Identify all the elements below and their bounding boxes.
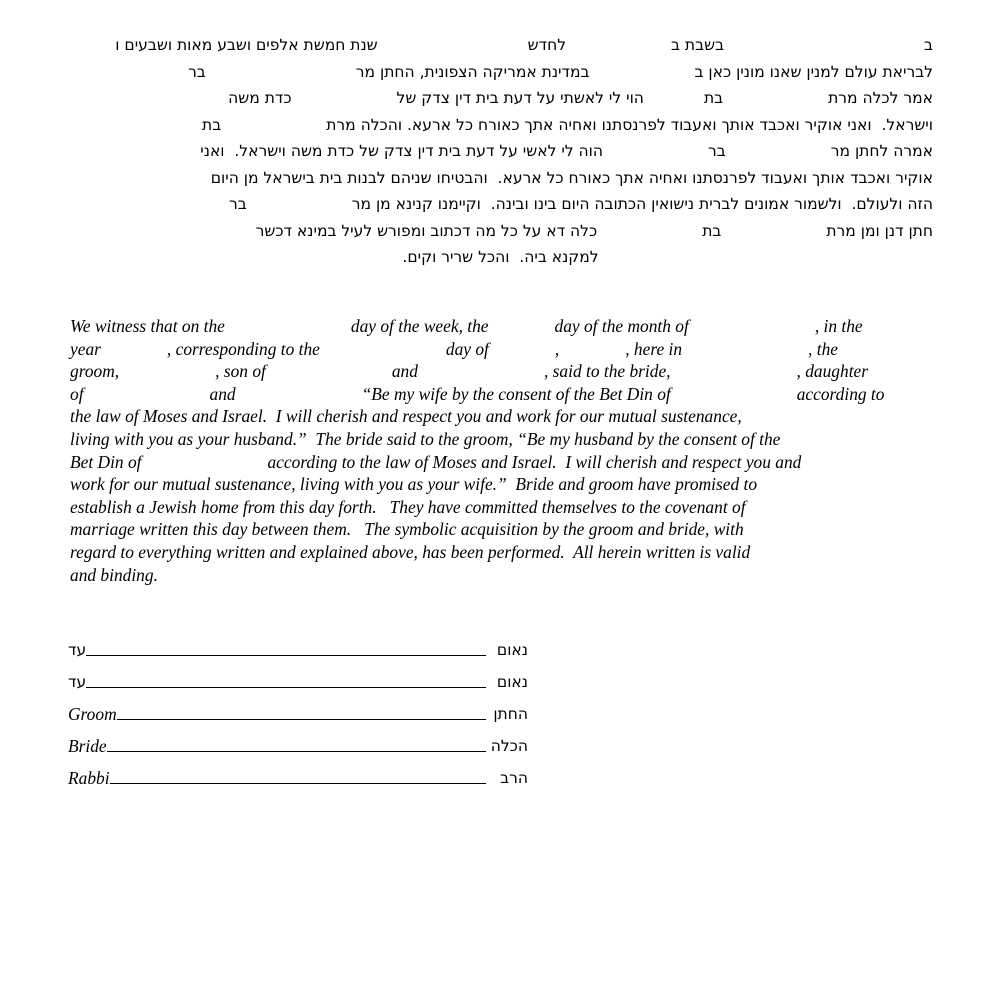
hebrew-line-9-seg-1: למקנא ביה. והכל שריר וקים. <box>402 248 599 266</box>
english-text-block <box>70 315 934 586</box>
english-line-3-part-1: groom, <box>70 361 120 382</box>
hebrew-line-5-seg-1: אמרה לחתן מר <box>830 142 933 160</box>
hebrew-line-1-seg-2: בשבת ב <box>671 36 725 54</box>
witness-1-label-right: נאום <box>496 641 528 659</box>
hebrew-line-7-seg-1: הזה ולעולם. ולשמור אמונים לברית נישואין הכתובה היום בינו ובינה. וקיימנו קנינא מן מר <box>351 195 933 213</box>
english-line-1-part-1: We witness that on the <box>70 316 225 336</box>
english-line-11: regard to everything written and explained above, has been performed. All herein written is valid <box>70 541 751 562</box>
hebrew-line-6-seg-1: אוקיר ואכבד אותך ואעבוד לפרנסתנו ואחיה אתך כאורח כל ארעא. והבטיחו שניהם לבנות בית בישראל מן היום <box>210 168 933 187</box>
hebrew-line-1-seg-1: ב <box>924 36 933 54</box>
hebrew-line-1 <box>68 32 933 59</box>
hebrew-line-3-seg-2: בת <box>703 89 724 107</box>
bride-label: Bride <box>68 736 107 756</box>
english-line-10: marriage written this day between them. The symbolic acquisition by the groom and bride, with <box>70 519 744 540</box>
hebrew-line-4-seg-1: וישראל. ואני אוקיר ואכבד אותך ואעבוד לפרנסתנו ואחיה אתך כאורח כל ארעא. והכלה מרת <box>326 115 933 134</box>
signature-block <box>68 628 528 788</box>
hebrew-line-3 <box>68 85 933 112</box>
hebrew-line-3-seg-1: אמר לכלה מרת <box>828 89 933 107</box>
groom-label-hebrew: החתן <box>493 705 528 723</box>
bride-signature-line[interactable] <box>107 750 486 752</box>
hebrew-text-block <box>68 32 933 271</box>
hebrew-line-2-seg-1: לבריאת עולם למנין שאנו מונין כאן ב <box>694 62 933 81</box>
hebrew-line-8 <box>68 218 933 245</box>
groom-signature-line[interactable] <box>117 718 486 720</box>
english-line-4-part-1: of <box>70 383 84 404</box>
signature-row-groom[interactable] <box>68 692 528 724</box>
signature-row-bride[interactable] <box>68 724 528 756</box>
rabbi-label-hebrew: הרב <box>500 769 528 787</box>
english-line-4 <box>70 383 934 406</box>
signature-row-witness-2[interactable] <box>68 660 528 692</box>
hebrew-line-6 <box>68 165 933 192</box>
english-line-9: establish a Jewish home from this day forth. They have committed themselves to the covenant of <box>70 496 746 517</box>
english-line-4-part-3: “Be my wife by the consent of the Bet Din of <box>361 383 671 404</box>
hebrew-line-2 <box>68 59 933 86</box>
signature-row-rabbi[interactable] <box>68 756 528 788</box>
english-line-3-part-4: , said to the bride, <box>543 361 671 382</box>
hebrew-line-2-seg-2: במדינת אמריקה הצפונית, החתן מר <box>355 62 590 81</box>
english-line-3-part-2: , son of <box>215 361 266 382</box>
english-line-8: work for our mutual sustenance, living with you as your wife.” Bride and groom have promised to <box>70 474 758 495</box>
signature-row-witness-1[interactable] <box>68 628 528 660</box>
hebrew-line-8-seg-2: בת <box>702 221 722 240</box>
english-line-1-part-4: , in the <box>814 316 863 336</box>
hebrew-line-1-seg-4: שנת חמשת אלפים ושבע מאות ושבעים ו <box>115 36 378 54</box>
witness-2-label-hebrew: עד <box>68 673 87 691</box>
witness-1-signature-line[interactable] <box>86 654 486 656</box>
rabbi-label: Rabbi <box>68 768 110 788</box>
bride-label-hebrew: הכלה <box>490 737 528 755</box>
hebrew-line-5 <box>68 138 933 165</box>
english-line-2-part-6: , the <box>808 338 838 359</box>
english-line-4-part-2: and <box>209 383 236 404</box>
english-line-2-part-1: year <box>70 338 101 359</box>
hebrew-line-7 <box>68 191 933 218</box>
english-line-6: living with you as your husband.” The bride said to the groom, “Be my husband by the consent of the <box>70 428 781 449</box>
rabbi-signature-line[interactable] <box>110 782 486 784</box>
groom-label: Groom <box>68 704 117 724</box>
hebrew-line-9 <box>68 244 933 271</box>
english-line-7-part-1: Bet Din of <box>70 451 142 472</box>
hebrew-line-3-seg-3: הוי לי לאשתי על דעת בית דין צדק של <box>396 89 644 107</box>
witness-2-label-right: נאום <box>496 673 528 691</box>
hebrew-line-4 <box>68 112 933 139</box>
english-line-3 <box>70 360 934 383</box>
english-line-5: the law of Moses and Israel. I will cherish and respect you and work for our mutual sustenance, <box>70 406 742 427</box>
english-line-3-part-5: , daughter <box>796 361 869 382</box>
english-line-4-part-4: according to <box>796 383 885 404</box>
hebrew-line-5-seg-3: הוה לי לאשי על דעת בית דין צדק של כדת משה וישראל. ואני <box>200 142 604 160</box>
english-line-2-part-4: , <box>554 338 560 359</box>
hebrew-line-2-seg-3: בר <box>188 62 206 81</box>
hebrew-line-8-seg-3: כלה דא על כל מה דכתוב ומפורש לעיל במינא דכשר <box>255 221 598 240</box>
hebrew-line-7-seg-2: בר <box>229 195 247 213</box>
hebrew-line-3-seg-4: כדת משה <box>228 89 292 107</box>
hebrew-line-4-seg-2: בת <box>202 115 222 134</box>
witness-1-label-hebrew: עד <box>68 641 87 659</box>
witness-2-signature-line[interactable] <box>86 686 486 688</box>
english-line-7-part-2: according to the law of Moses and Israel. I will cherish and respect you and <box>267 451 802 472</box>
english-line-2 <box>70 338 934 361</box>
hebrew-line-1-seg-3: לחדש <box>527 36 567 54</box>
hebrew-line-8-seg-1: חתן דנן ומן מרת <box>826 221 933 240</box>
english-line-1-part-3: day of the month of <box>554 316 689 336</box>
english-line-12: and binding. <box>70 564 158 585</box>
english-line-2-part-2: , corresponding to the <box>166 338 320 359</box>
hebrew-line-5-seg-2: בר <box>708 142 726 160</box>
english-line-7 <box>70 451 934 474</box>
english-line-3-part-3: and <box>391 361 418 382</box>
english-line-2-part-3: day of <box>445 338 489 359</box>
english-line-1 <box>70 315 934 338</box>
english-line-1-part-2: day of the week, the <box>350 316 489 336</box>
english-line-2-part-5: , here in <box>625 338 683 359</box>
